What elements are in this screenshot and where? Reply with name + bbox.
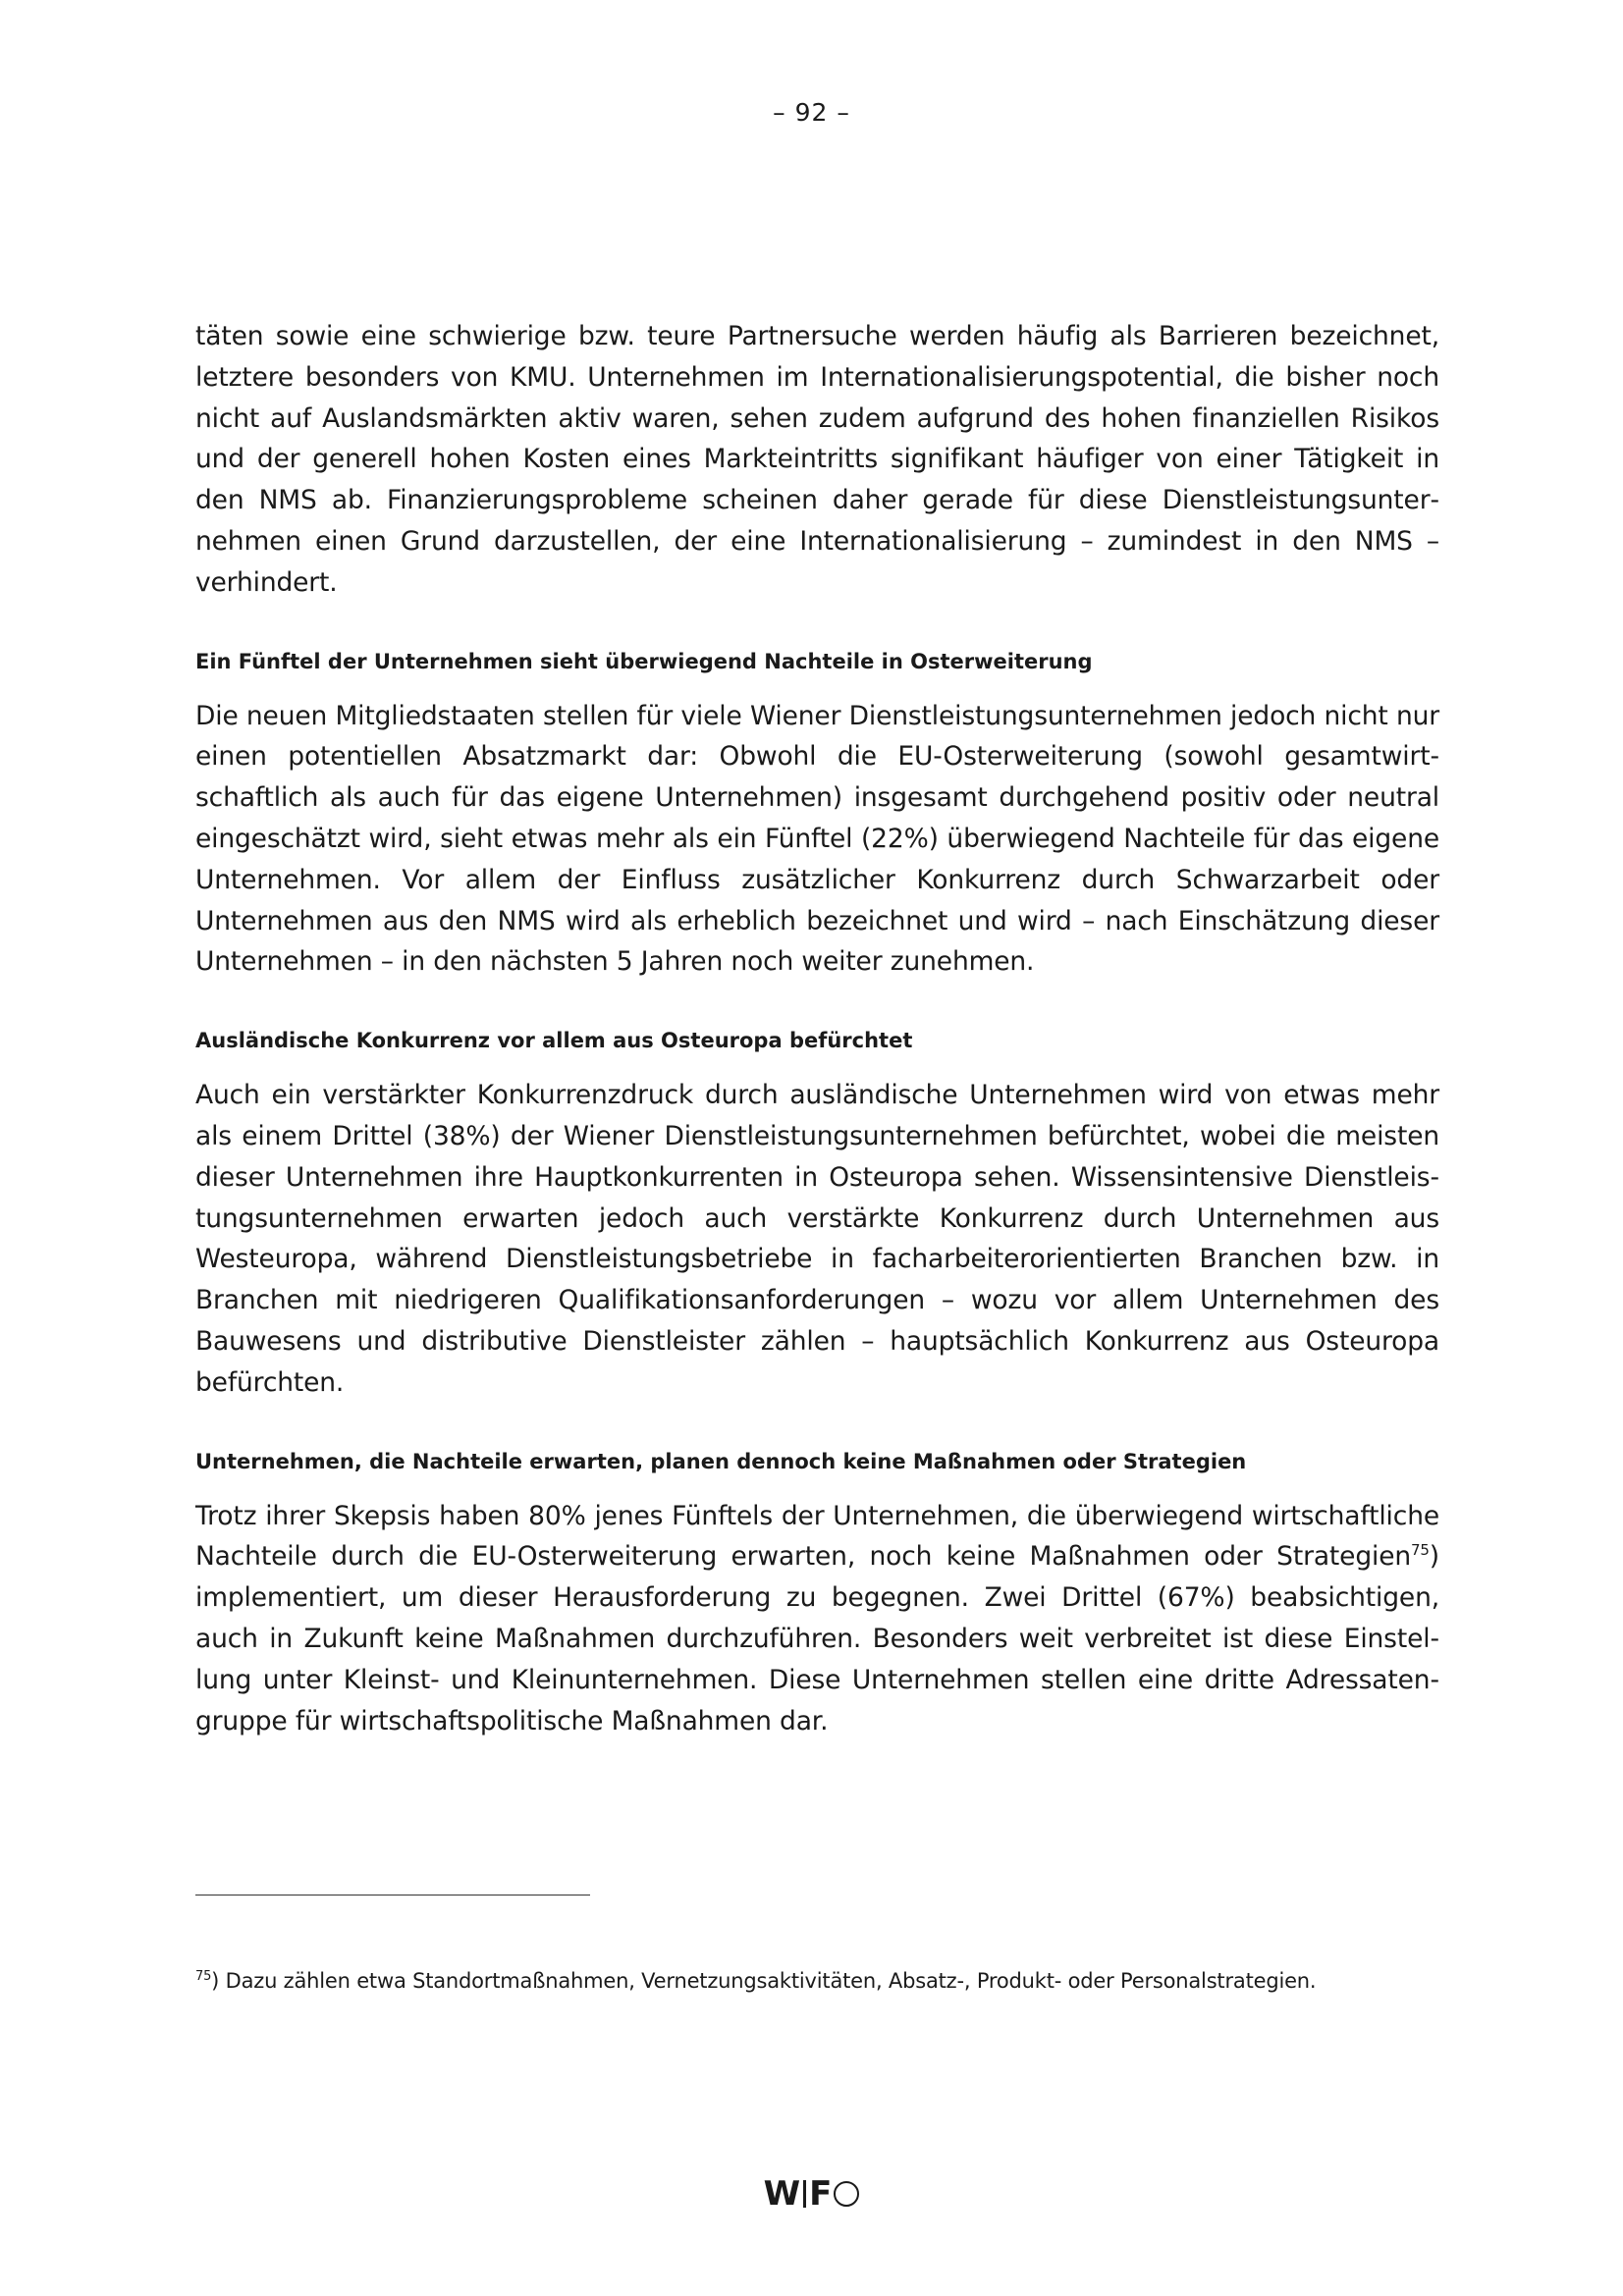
paragraph-4-part-1: Trotz ihrer Skepsis haben 80% jenes Fünftels der Unternehmen, die überwiegend wirtschaftliche Nachteile durch die EU-Osterweiterung erwarten, noch keine Maßnahmen oder Strategien	[195, 1500, 1439, 1573]
paragraph-4	[195, 1496, 1439, 1742]
logo-letter-w: W	[763, 2173, 801, 2214]
logo-circle-icon	[834, 2181, 859, 2207]
wifo-logo	[0, 2172, 1623, 2214]
section-heading-1: Ein Fünftel der Unternehmen sieht überwiegend Nachteile in Osterweiterung	[195, 649, 1093, 673]
paragraph-4-part-2: ) implementiert, um dieser Herausforderung zu begegnen. Zwei Drittel (67%) beabsichtigen, auch in Zukunft keine Maßnahmen durchzuführen. Besonders weit verbreitet ist diese Einstellung unter Kleinst- und Kleinunternehmen. Diese Unternehmen stellen eine dritte Adressatengruppe für wirtschaftspolitische Maßnahmen dar.	[195, 1541, 1439, 1736]
footnote-mark: 75	[195, 1969, 212, 1984]
paragraph-2: Die neuen Mitgliedstaaten stellen für viele Wiener Dienstleistungsunternehmen jedoch nicht nur einen potentiellen Absatzmarkt dar: Obwohl die EU-Osterweiterung (sowohl gesamtwirtschaftlich als auch für das eigene Unternehmen) insgesamt durchgehend positiv oder neutral eingeschätzt wird, sieht etwas mehr als ein Fünftel (22%) überwiegend Nachteile für das eigene Unternehmen. Vor allem der Einfluss zusätzlicher Konkurrenz durch Schwarzarbeit oder Unternehmen aus den NMS wird als erheblich bezeichnet und wird – nach Einschätzung dieser Unternehmen – in den nächsten 5 Jahren noch weiter zunehmen.	[195, 700, 1439, 978]
section-heading-2: Ausländische Konkurrenz vor allem aus Osteuropa befürchtet	[195, 1029, 913, 1053]
footnote-reference[interactable]: 75	[1411, 1541, 1430, 1560]
footnote-divider	[195, 1895, 590, 1896]
logo-letter-f: F	[809, 2173, 833, 2214]
footnote	[195, 1966, 1439, 1996]
main-content	[195, 316, 1439, 1741]
paragraph-1: täten sowie eine schwierige bzw. teure Partnersuche werden häufig als Barrieren bezeichnet, letztere besonders von KMU. Unternehmen im Internationalisierungspotential, die bisher noch nicht auf Auslandsmärkten aktiv waren, sehen zudem aufgrund des hohen finanziellen Risikos und der generell hohen Kosten eines Markteintritts signifikant häufiger von einer Tätigkeit in den NMS ab. Finanzierungsprobleme scheinen daher gerade für diese Dienstleistungsunternehmen einen Grund darzustellen, der eine Internationalisierung – zumindest in den NMS – verhindert.	[195, 321, 1439, 598]
section-heading-3: Unternehmen, die Nachteile erwarten, planen dennoch keine Maßnahmen oder Strategien	[195, 1449, 1247, 1473]
page-number: – 92 –	[773, 98, 850, 127]
paragraph-3: Auch ein verstärkter Konkurrenzdruck durch ausländische Unternehmen wird von etwas mehr als einem Drittel (38%) der Wiener Dienstleistungsunternehmen befürchtet, wobei die meisten dieser Unternehmen ihre Hauptkonkurrenten in Osteuropa sehen. Wissensintensive Dienstleistungsunternehmen erwarten jedoch auch verstärkte Konkurrenz durch Unternehmen aus Westeuropa, während Dienstleistungsbetriebe in facharbeiterorientierten Branchen bzw. in Branchen mit niedrigeren Qualifikationsanforderungen – wozu vor allem Unternehmen des Bauwesens und distributive Dienstleister zählen – hauptsächlich Konkurrenz aus Osteuropa befürchten.	[195, 1080, 1439, 1398]
logo-bar	[803, 2180, 806, 2208]
footnote-text: ) Dazu zählen etwa Standortmaßnahmen, Vernetzungsaktivitäten, Absatz-, Produkt- oder Personalstrategien.	[211, 1969, 1317, 1993]
